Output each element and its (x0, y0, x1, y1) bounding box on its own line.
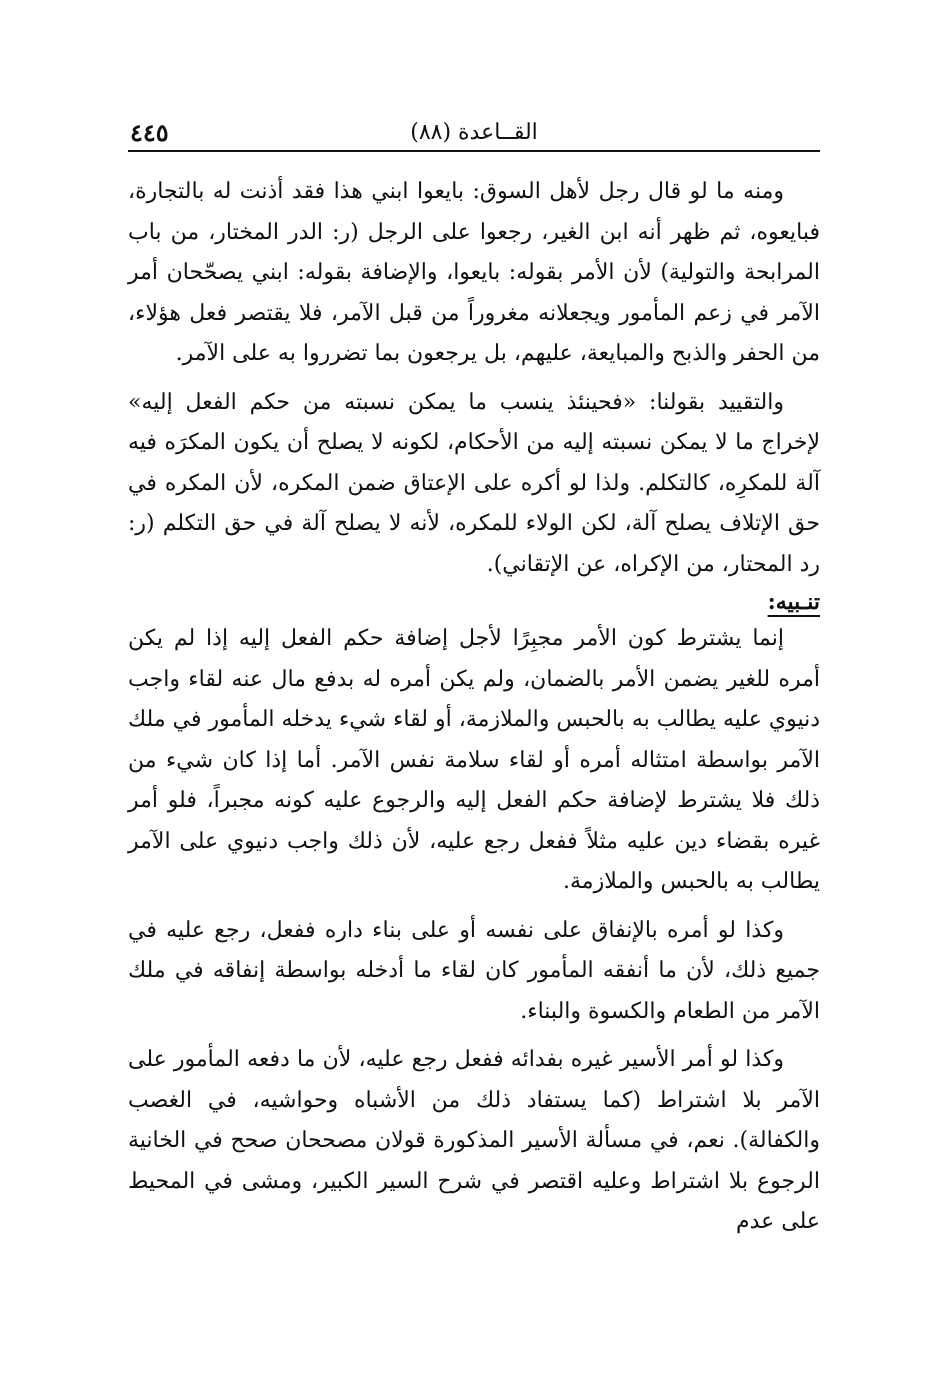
note-paragraph: وكذا لو أمره بالإنفاق على نفسه أو على بناء داره ففعل، رجع عليه في جميع ذلك، لأن ما أنفقه المأمور كان لقاء ما أدخله بواسطة إنفاقه في ملك الآمر من الطعام والكسوة والبناء. (128, 917, 820, 1024)
header-divider (128, 150, 820, 152)
paragraph: ومنه ما لو قال رجل لأهل السوق: بايعوا ابني هذا فقد أذنت له بالتجارة، فبايعوه، ثم ظهر أنه ابن الغير، رجعوا على الرجل (ر: الدر المختار، من باب المرابحة والتولية) لأن الأمر بقوله: بايعوا، والإضافة بقوله: ابني يصحّحان أمر الآمر في زعم المأمور ويجعلانه مغروراً من قبل الآمر، فلا يقتصر فعل هؤلاء، من الحفر والذبح والمبايعة، عليهم، بل يرجعون بما تضرروا به على الآمر. (128, 179, 820, 366)
running-title: القــاعدة (٨٨) (410, 120, 538, 145)
page-number: ٤٤٥ (130, 118, 169, 147)
body-text (128, 172, 820, 1243)
paragraph: والتقييد بقولنا: «فحينئذ ينسب ما يمكن نسبته من حكم الفعل إليه» لإخراج ما لا يمكن نسبته إليه من الأحكام، لكونه لا يصلح أن يكون المكرَه فيه آلة للمكرِه، كالتكلم. ولذا لو أكره على الإعتاق ضمن المكره، لأن المكره في حق الإتلاف يصلح آلة، لكن الولاء للمكره، لأنه لا يصلح آلة في حق التكلم (ر: رد المحتار، من الإكراه، عن الإتقاني). (128, 389, 820, 577)
page-header (130, 112, 818, 148)
note-heading: تنـبيه: (767, 589, 820, 615)
note-paragraph: إنما يشترط كون الأمر مجبِرًا لأجل إضافة حكم الفعل إليه إذا لم يكن أمره للغير يضمن الأمر بالضمان، ولم يكن أمره له بدفع مال عنه لقاء واجب دنيوي عليه يطالب به بالحبس والملازمة، أو لقاء شيء يدخله المأمور في ملك الآمر بواسطة امتثاله أمره أو لقاء سلامة نفس الآمر. أما إذا كان شيء من ذلك فلا يشترط لإضافة حكم الفعل إليه والرجوع عليه كونه مجبراً، فلو أمر غيره بقضاء دين عليه مثلاً ففعل رجع عليه، لأن ذلك واجب دنيوي على الآمر يطالب به بالحبس والملازمة. (128, 626, 820, 894)
note-paragraph: وكذا لو أمر الأسير غيره بفدائه ففعل رجع عليه، لأن ما دفعه المأمور على الآمر بلا اشتراط (كما يستفاد ذلك من الأشباه وحواشيه، في الغصب والكفالة). نعم، في مسألة الأسير المذكورة قولان مصححان صحح في الخانية الرجوع بلا اشتراط وعليه اقتصر في شرح السير الكبير، ومشى في المحيط على عدم (128, 1047, 820, 1234)
